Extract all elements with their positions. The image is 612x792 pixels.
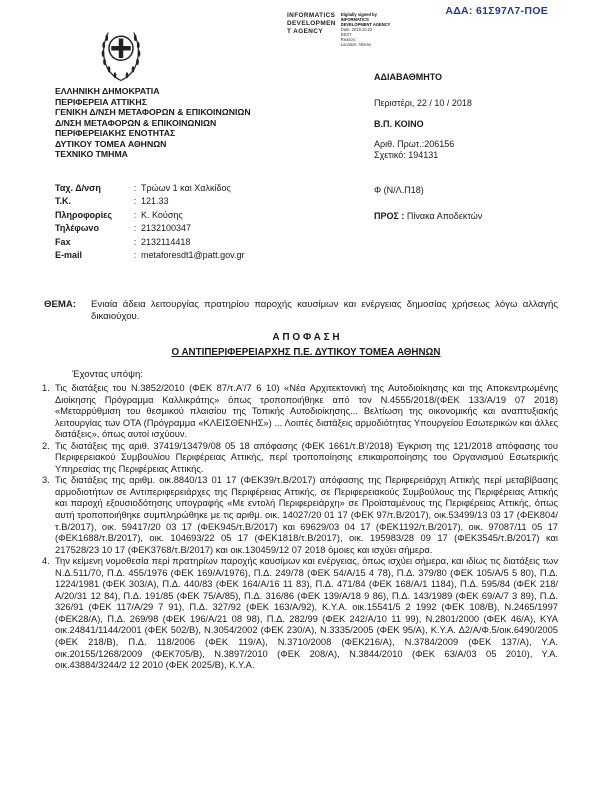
stamp-agency-line: DEVELOPMEN xyxy=(287,20,336,28)
letterhead-org-block xyxy=(55,86,251,160)
contact-row-address xyxy=(55,183,245,196)
email-value: metaforesdt1@patt.gov.gr xyxy=(141,249,245,260)
to-label: ΠΡΟΣ : xyxy=(374,211,405,221)
distribution-label: Β.Π. ΚΟΙΝΟ xyxy=(374,119,424,129)
contact-label: E-mail xyxy=(55,249,83,260)
contact-value: 2132114418 xyxy=(141,236,191,247)
signature-detail-line: Location: Athens xyxy=(340,42,372,47)
subject-block xyxy=(44,299,558,323)
signature-agency-name xyxy=(287,12,336,47)
file-reference: Φ (Ν/Λ.Π18) xyxy=(374,185,424,195)
legal-basis-list xyxy=(42,383,558,672)
digital-signature-stamp xyxy=(287,12,405,47)
contact-separator: : xyxy=(133,183,137,193)
contact-label: Fax xyxy=(55,236,71,247)
org-line: ΔΥΤΙΚΟΥ ΤΟΜΕΑ ΑΘΗΝΩΝ xyxy=(55,138,167,149)
item-number: 1. xyxy=(42,383,50,393)
contact-value: 2132100347 xyxy=(141,223,192,234)
contact-separator: : xyxy=(133,223,137,234)
contact-separator: : xyxy=(133,249,137,260)
contact-separator: : xyxy=(133,196,137,207)
to-value: Πίνακα Αποδεκτών xyxy=(406,211,483,221)
item-text: Την κείμενη νομοθεσία περί πρατηρίων παροχής καυσίμων και ενέργειας, όπως ισχύει σήμερα, και ιδίως τις διατάξεις των Ν.Δ.511/70, Π.Δ. 455/1976 (ΦΕΚ 169/Α/1976), Π.Δ. 249/78 (ΦΕΚ 54/Α/15 4 78), Π.Δ. 379/80 (ΦΕΚ 105/Α/5 5 80), Π.Δ. 1224/1981 (ΦΕΚ 303/Α), Π.Δ. 440/83 (ΦΕΚ 164/Α/16 11 83), Π.Δ. 471/84 (ΦΕΚ 168/Α/1 1184), Π.Δ. 595/84 (ΦΕΚ 218/Α/20/31 12 84), Π.Δ. 191/85 (ΦΕΚ 75/Α/85), Π.Δ. 316/86 (ΦΕΚ 139/Α/18 9 86), Π.Δ. 143/1989 (ΦΕΚ 69/Α/7 3 89), Π.Δ. 326/91 (ΦΕΚ 117/Α/29 7 91), Π.Δ. 327/92 (ΦΕΚ 163/Α/92), Κ.Υ.Α. οικ.15541/5 2 1992 (ΦΕΚ 108/Β), Ν.2465/1997 (ΦΕΚ28/Α), Π.Δ. 269/98 (ΦΕΚ 196/Α/21 08 98), Π.Δ. 282/99 (ΦΕΚ 242/Α/10 11 99), Ν.2801/2000 (ΦΕΚ 46/Α), ΚΥΑ οικ.24841/1144/2001 (ΦΕΚ 502/Β), Ν.3054/2002 (ΦΕΚ 230/Α), Ν.3335/2005 (ΦΕΚ 95/Α), Κ.Υ.Α. Δ2/Α/Φ.5/οικ.6490/2005 (ΦΕΚ 218/Β), Π.Δ. 118/2006 (ΦΕΚ 119/Α), Ν.3710/2008 (ΦΕΚ216/Α), Ν.3784/2009 (ΦΕΚ 137/Α), Υ.Α. οικ.20155/1268/2009 (ΦΕΚ705/Β), Ν.3897/2010 (ΦΕΚ 208/Α), Ν.3844/2010 (ΦΕΚ 63/Α/03 05 2010), Υ.Α. οικ.43884/3244/2 12 2010 (ΦΕΚ 2025/Β), Κ.Υ.Α. xyxy=(55,556,558,671)
contact-label: Τ.Κ. xyxy=(55,196,72,207)
signature-detail-line: INFORMATICS xyxy=(340,17,369,22)
signature-detail-line: Digitally signed by xyxy=(340,12,377,17)
place-and-date: Περιστέρι, 22 / 10 / 2018 xyxy=(374,98,472,108)
recipient-line xyxy=(374,211,482,221)
item-text: Τις διατάξεις της αριθμ. οικ.8840/13 01 17 (ΦΕΚ39/τ.Β/2017) απόφασης της Περιφερειάρχη Αττικής περί μεταβίβασης αρμοδιοτήτων σε Αντιπεριφερειάρχες της Περιφέρειας Αττικής, σε Περιφερειακούς Συμβούλους της Περιφέρειας Αττικής και παροχή εξουσιοδότησης υπογραφής «Με εντολή Περιφερειάρχη» σε Προϊσταμένους της Περιφέρειας Αττικής, όπως αυτή τροποποιήθηκε συμπληρώθηκε με τις αριθμ. οικ. 14027/20 01 17 (ΦΕΚ 97/τ.Β/2017), οικ.53499/13 03 17 (ΦΕΚ804/τ.Β/2017), οικ. 59417/20 03 17 (ΦΕΚ945/τ.Β/2017) και 69629/03 04 17 (ΦΕΚ1192/τ.Β/2017), οικ. 97087/11 05 17 (ΦΕΚ1688/τ.Β/2017), οικ. 104693/22 05 17 (ΦΕΚ1818/τ.Β/2017), οικ. 195983/28 09 17 (ΦΕΚ3545/τ.Β/2017) και 217528/23 10 17 (ΦΕΚ3768/τ.Β/2017) και οικ.130459/12 07 2018 όμοιες και ισχύει σήμερα. xyxy=(55,475,558,555)
org-line: Δ/ΝΣΗ ΜΕΤΑΦΟΡΩΝ & ΕΠΙΚΟΙΝΩΝΙΩΝ xyxy=(55,117,217,128)
contact-row-information xyxy=(55,210,245,223)
item-text: Τις διατάξεις του Ν.3852/2010 (ΦΕΚ 87/τ.Α'/7 6 10) «Νέα Αρχιτεκτονική της Αυτοδιοίκησης και της Αποκεντρωμένης Διοίκησης Πρόγραμμα Καλλικράτης» όπως τροποποιήθηκε από τον Ν.4555/2018/(ΦΕΚ 133/Α/19 07 2018) «Μεταρρύθμιση του θεσμικού πλαισίου της Τοπικής Αυτοδιοίκησης... Βελτίωση της οικονομικής και αναπτυξιακής λειτουργίας των ΟΤΑ (Πρόγραμμα «ΚΛΕΙΣΘΕΝΗΣ») ... Λοιπές διατάξεις αρμοδιότητας Υπουργείου Εσωτερικών και άλλες διατάξεις», όπως αυτοί ισχύουν. xyxy=(55,383,558,440)
protocol-number: Αριθ. Πρωτ.:206156 xyxy=(374,139,455,149)
org-line: ΓΕΝΙΚΗ Δ/ΝΣΗ ΜΕΤΑΦΟΡΩΝ & ΕΠΙΚΟΙΝΩΝΙΩΝ xyxy=(55,107,251,117)
org-line: ΕΛΛΗΝΙΚΗ ΔΗΜΟΚΡΑΤΙΑ xyxy=(55,86,160,96)
having-regard: Έχοντας υπόψη: xyxy=(72,369,143,380)
list-item xyxy=(42,383,558,441)
item-number: 4. xyxy=(42,556,50,567)
signature-detail-line: Date: 2018.10.22 xyxy=(340,27,373,32)
org-line: ΤΕΧΝΙΚΟ ΤΜΗΜΑ xyxy=(55,149,128,159)
contact-label: Τηλέφωνο xyxy=(55,223,99,234)
contact-value: Τρώων 1 και Χαλκίδος xyxy=(141,183,231,193)
org-line: ΠΕΡΙΦΕΡΕΙΑΚΗΣ ΕΝΟΤΗΤΑΣ xyxy=(55,128,176,138)
stamp-agency-line: INFORMATICS xyxy=(287,12,336,19)
signature-detail-line: Reason: xyxy=(340,37,356,42)
contact-separator: : xyxy=(133,236,137,247)
contact-row-fax xyxy=(55,237,245,250)
subject-label: ΘΕΜΑ: xyxy=(44,299,76,310)
decision-subtitle: Ο ΑΝΤΙΠΕΡΙΦΕΡΕΙΑΡΧΗΣ Π.Ε. ΔΥΤΙΚΟΥ ΤΟΜΕΑ ΑΘΗΝΩΝ xyxy=(171,347,441,358)
decision-title: Α Π Ο Φ Α Σ Η xyxy=(272,332,340,343)
subject-text: Ενιαία άδεια λειτουργίας πρατηρίου παροχής καυσίμων και ενέργειας δημοσίας χρήσεως λόγω αλλαγής δικαιούχου. xyxy=(91,299,558,323)
list-item xyxy=(42,475,558,556)
contact-row-postal-code xyxy=(55,196,245,209)
signature-detail-line: EEST xyxy=(340,32,352,37)
stamp-agency-line: T AGENCY xyxy=(287,28,323,36)
item-number: 3. xyxy=(42,475,50,486)
contact-block xyxy=(55,183,245,263)
item-number: 2. xyxy=(42,440,50,451)
org-line: ΠΕΡΙΦΕΡΕΙΑ ΑΤΤΙΚΗΣ xyxy=(55,96,147,107)
contact-row-telephone xyxy=(55,223,245,236)
contact-value: 121.33 xyxy=(141,196,169,207)
signature-details xyxy=(341,12,405,47)
contact-label: Πληροφορίες xyxy=(55,209,113,220)
classification-label: ΑΔΙΑΒΑΘΜΗΤΟ xyxy=(374,72,443,82)
item-text: Τις διατάξεις της αριθ. 37419/13479/08 05 18 απόφασης (ΦΕΚ 1661/τ.Β'/2018) Έγκριση της 121/2018 απόφασης του Περιφερειακού Συμβουλίου Περιφέρειας Αττικής, περί τροποποίησης επικαιροποίησης του Οργανισμού Εσωτερικής Υπηρεσίας της Περιφέρειας Αττικής. xyxy=(55,440,558,474)
related-number: Σχετικό: 194131 xyxy=(374,150,439,160)
contact-value: Κ. Κούσης xyxy=(141,209,183,220)
signature-detail-line: DEVELOPMENT AGENCY xyxy=(340,22,391,27)
list-item xyxy=(42,556,558,671)
list-item xyxy=(42,441,558,476)
contact-label: Ταχ. Δ/νση xyxy=(55,183,101,193)
contact-separator: : xyxy=(133,209,137,220)
contact-row-email xyxy=(55,250,245,263)
greek-emblem-logo xyxy=(97,25,145,85)
ada-code: ΑΔΑ: 61Σ97Λ7-ΠΟΕ xyxy=(445,5,548,17)
